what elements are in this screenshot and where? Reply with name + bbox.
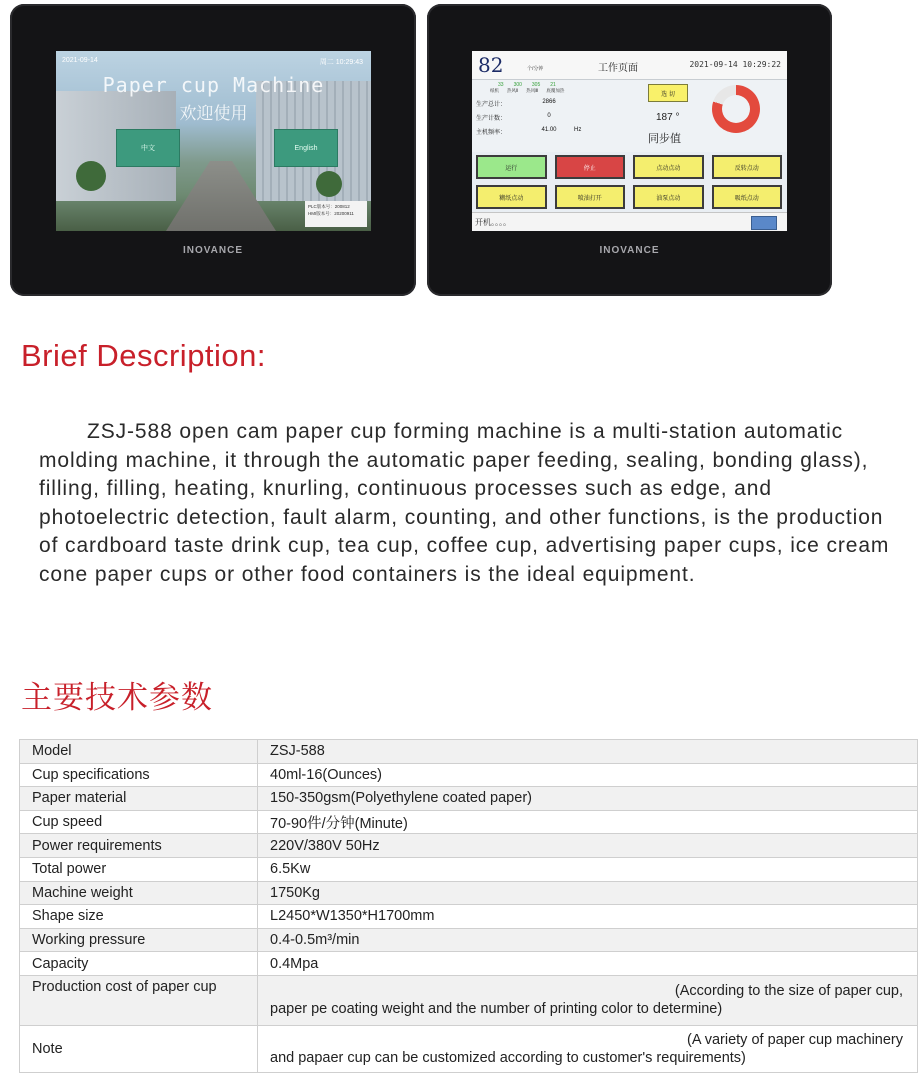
spec-value: 0.4-0.5m³/min <box>258 928 918 952</box>
message-bar <box>472 212 787 231</box>
temp-value: 300 <box>513 82 522 88</box>
spec-label: Shape size <box>20 905 258 929</box>
hmi-date: 2021-09-14 <box>62 57 98 64</box>
work-header <box>472 51 787 80</box>
status-message: 开机。。。。 <box>475 218 511 227</box>
brand-logo: INOVANCE <box>182 245 244 256</box>
spec-table <box>19 739 918 1073</box>
stat-value: 2866 <box>542 99 556 105</box>
oil-pump-button[interactable]: 油泵点动 <box>633 185 704 209</box>
stat-label: 主机频率： <box>476 130 507 136</box>
spec-label: Capacity <box>20 952 258 976</box>
table-row <box>20 881 918 905</box>
note-line: and papaer cup can be customized according to customer's requirements) <box>270 1049 746 1066</box>
spec-value: 150-350gsm(Polyethylene coated paper) <box>258 787 918 811</box>
temp-label: 热风Ⅱ <box>507 88 519 93</box>
spec-value: 220V/380V 50Hz <box>258 834 918 858</box>
speed-unit: 个/分钟 <box>527 66 544 72</box>
spec-label: Cup speed <box>20 810 258 834</box>
speed-value: 82 <box>478 53 504 77</box>
work-datetime: 2021-09-14 10:29:22 <box>689 60 781 69</box>
paste-jog-button[interactable]: 糊纸点动 <box>476 185 547 209</box>
reverse-jog-button[interactable]: 反转点动 <box>712 155 783 179</box>
stat-unit: Hz <box>574 127 582 133</box>
table-row <box>20 740 918 764</box>
brief-heading: Brief Description: <box>21 338 267 373</box>
chinese-button[interactable]: 中文 <box>116 129 180 167</box>
stat-label: 生产计数： <box>476 116 507 122</box>
stat-value: 41.00 <box>541 127 557 133</box>
hmi-work-screen <box>472 51 787 231</box>
plc-version: PLC版本号：200812 <box>308 204 350 209</box>
spec-value: 70-90件/分钟(Minute) <box>258 810 918 834</box>
brief-text: ZSJ-588 open cam paper cup forming machine is a multi-station automatic molding machine, it through the automatic paper feeding, sealing, bonding glass), filling, filling, heating, knurling, continuous processes such as edge, and photoelectric detection, fault alarm, counting, and other functions, is the production of cardboard taste drink cup, tea cup, coffee cup, advertising paper cups, ice cream cone paper cups or other food containers is the ideal equipment. <box>39 420 890 586</box>
stop-button[interactable]: 停止 <box>555 155 626 179</box>
stat-row <box>476 99 626 108</box>
stat-row <box>476 127 626 136</box>
oil-spray-button[interactable]: 喷油打开 <box>555 185 626 209</box>
spec-value: L2450*W1350*H1700mm <box>258 905 918 929</box>
spec-value: ZSJ-588 <box>258 740 918 764</box>
specs-heading: 主要技术参数 <box>21 680 213 716</box>
temp-value: 305 <box>531 82 541 88</box>
stat-label: 生产总计： <box>476 102 507 108</box>
spec-value: 6.5Kw <box>258 857 918 881</box>
spec-value <box>258 1025 918 1072</box>
tree-graphic <box>76 161 106 191</box>
sync-label: 同步值 <box>648 132 681 145</box>
table-row <box>20 834 918 858</box>
table-row <box>20 905 918 929</box>
table-row <box>20 928 918 952</box>
hmi-time: 周二 10:29:43 <box>319 59 363 66</box>
english-button[interactable]: English <box>274 129 338 167</box>
table-row <box>20 763 918 787</box>
table-row <box>20 857 918 881</box>
work-page-title: 工作页面 <box>598 63 638 74</box>
spec-label: Power requirements <box>20 834 258 858</box>
control-buttons <box>476 155 782 209</box>
hmi-welcome-screen <box>56 51 371 231</box>
jog-button[interactable]: 点动点动 <box>633 155 704 179</box>
hmi-version: HMI版本号：20200911 <box>308 211 354 216</box>
paper-suction-button[interactable]: 吸纸点动 <box>712 185 783 209</box>
note-line: (A variety of paper cup machinery <box>687 1031 903 1048</box>
temp-label: 纸机 <box>490 88 499 93</box>
spec-value: 0.4Mpa <box>258 952 918 976</box>
stat-row <box>476 113 626 122</box>
version-info <box>305 201 367 227</box>
run-button[interactable]: 运行 <box>476 155 547 179</box>
table-row <box>20 952 918 976</box>
temp-value: 21 <box>550 82 556 88</box>
work-status-area <box>472 80 787 152</box>
angle-value: 187 ° <box>656 112 680 123</box>
spec-label: Paper material <box>20 787 258 811</box>
production-stats <box>476 82 626 136</box>
table-row <box>20 975 918 1025</box>
cost-note-line: (According to the size of paper cup, <box>674 983 903 1000</box>
spec-label: Model <box>20 740 258 764</box>
brand-logo: INOVANCE <box>599 245 660 256</box>
confirm-button[interactable] <box>751 216 777 230</box>
spec-label: Note <box>20 1025 258 1072</box>
spec-label: Production cost of paper cup <box>20 975 258 1025</box>
temp-label: 底覆加热 <box>546 88 565 93</box>
progress-ring-icon <box>712 85 760 133</box>
table-row <box>20 787 918 811</box>
temp-label: 热风Ⅲ <box>526 88 539 93</box>
spec-label: Total power <box>20 857 258 881</box>
stat-value: 0 <box>547 113 551 119</box>
spec-value: 40ml-16(Ounces) <box>258 763 918 787</box>
temp-value: 33 <box>498 82 504 88</box>
spec-value: 1750Kg <box>258 881 918 905</box>
hmi-title: Paper cup Machine <box>102 73 325 97</box>
hmi-panel-left <box>10 4 416 296</box>
hmi-panel-right <box>427 4 832 296</box>
spec-value <box>258 975 918 1025</box>
hmi-subtitle: 欢迎使用 <box>179 104 248 124</box>
select-button[interactable]: 选 切 <box>648 84 688 102</box>
table-row <box>20 1025 918 1072</box>
cost-note-line: paper pe coating weight and the number of printing color to determine) <box>270 1001 723 1018</box>
temperature-labels <box>490 88 626 94</box>
tree-graphic <box>316 171 342 197</box>
spec-label: Cup specifications <box>20 763 258 787</box>
spec-label: Machine weight <box>20 881 258 905</box>
spec-label: Working pressure <box>20 928 258 952</box>
table-row <box>20 810 918 834</box>
